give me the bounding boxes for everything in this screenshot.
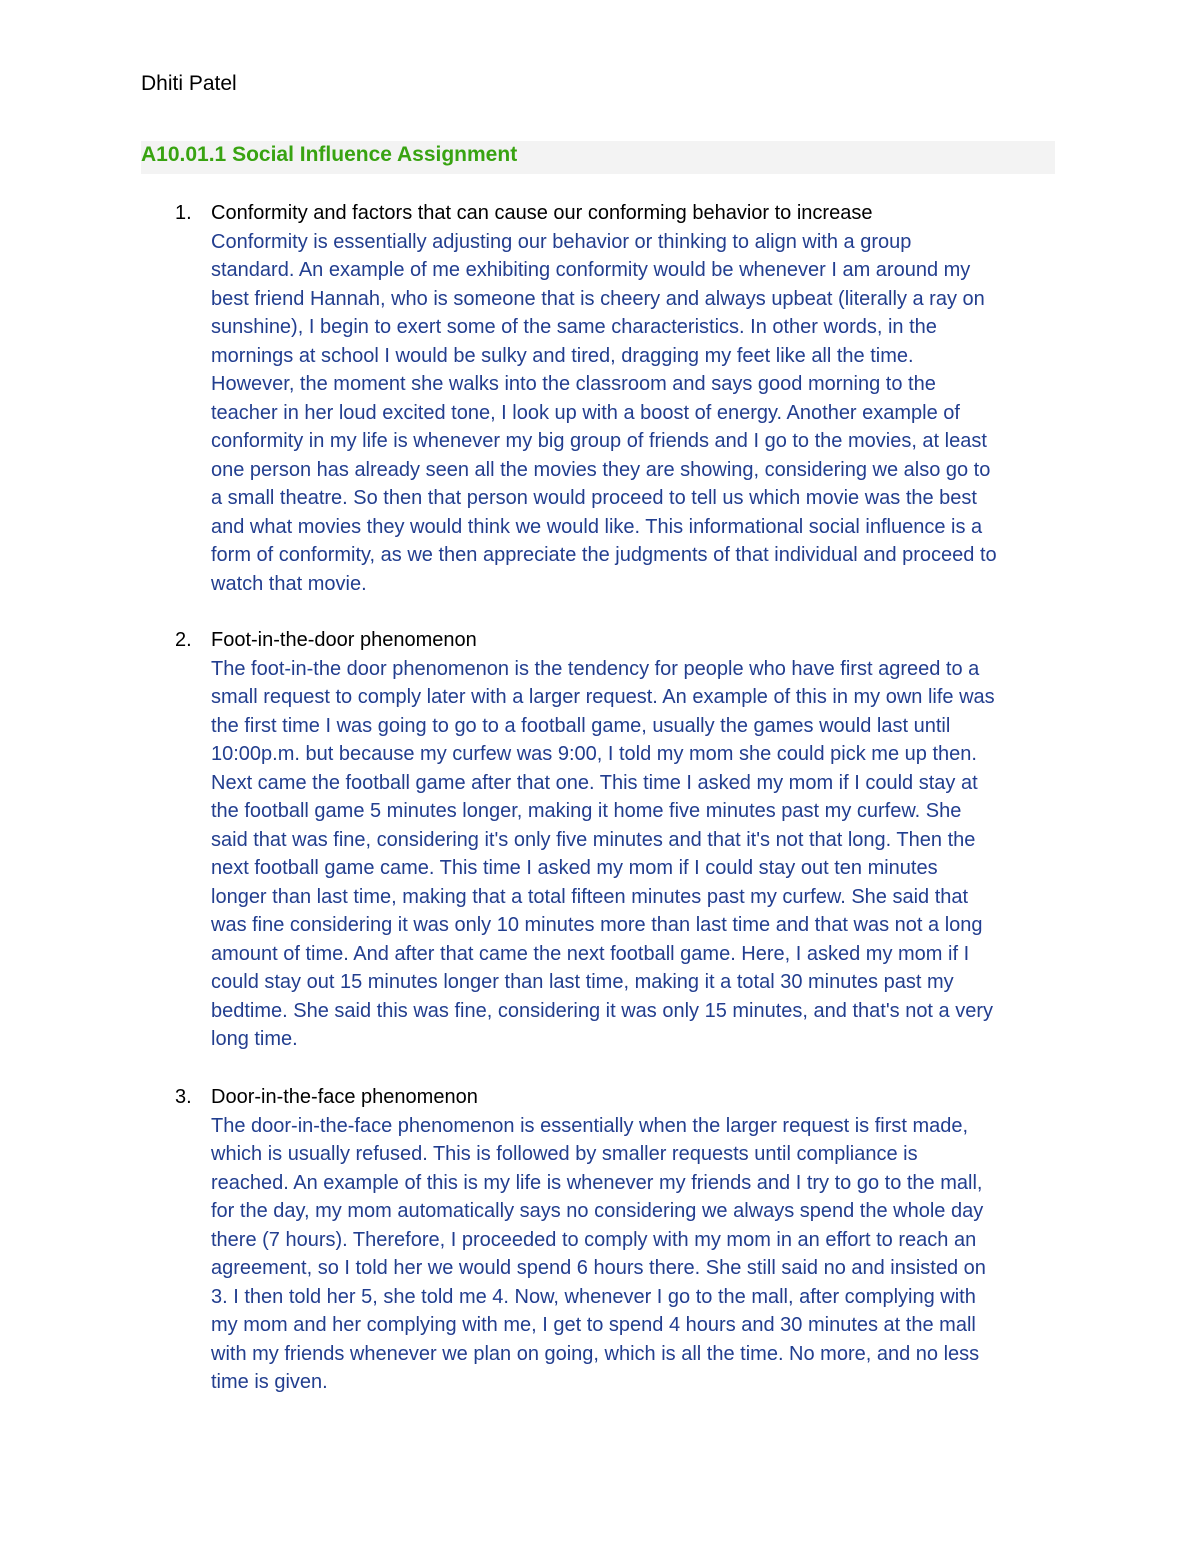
body-line: the football game 5 minutes longer, making it home five minutes past my curfew. She <box>211 800 962 822</box>
body-line: 3. I then told her 5, she told me 4. Now, whenever I go to the mall, after complying with <box>211 1285 976 1308</box>
list-item-number: 1. <box>175 202 192 224</box>
body-line: Conformity is essentially adjusting our behavior or thinking to align with a group <box>211 230 912 253</box>
body-line: small request to comply later with a larger request. An example of this in my own life was <box>211 686 995 708</box>
list-item-body <box>211 655 1071 1054</box>
title-bar <box>141 141 1055 174</box>
body-line: was fine considering it was only 10 minutes more than last time and that was not a long <box>211 914 983 936</box>
body-line: a small theatre. So then that person would proceed to tell us which movie was the best <box>211 487 977 509</box>
body-line: The foot-in-the door phenomenon is the tendency for people who have first agreed to a <box>211 657 980 680</box>
body-line: could stay out 15 minutes longer than last time, making it a total 30 minutes past my <box>211 971 954 993</box>
body-line: standard. An example of me exhibiting conformity would be whenever I am around my <box>211 259 971 281</box>
body-line: conformity in my life is whenever my big group of friends and I go to the movies, at least <box>211 430 987 452</box>
body-line: with my friends whenever we plan on going, which is all the time. No more, and no less <box>211 1342 980 1365</box>
body-line: said that was fine, considering it's only five minutes and that it's not that long. Then the <box>211 828 976 851</box>
list-item-heading: Door-in-the-face phenomenon <box>211 1086 478 1108</box>
body-line: which is usually refused. This is followed by smaller requests until compliance is <box>211 1143 918 1165</box>
body-line: long time. <box>211 1028 298 1050</box>
body-line: However, the moment she walks into the classroom and says good morning to the <box>211 373 936 395</box>
body-line: 10:00p.m. but because my curfew was 9:00, I told my mom she could pick me up then. <box>211 743 977 765</box>
assignment-title: A10.01.1 Social Influence Assignment <box>141 143 518 166</box>
body-line: agreement, so I told her we would spend 6 hours there. She still said no and insisted on <box>211 1257 986 1279</box>
list-item <box>141 199 1071 599</box>
body-line: form of conformity, as we then appreciate the judgments of that individual and proceed to <box>211 544 997 566</box>
body-line: the first time I was going to go to a football game, usually the games would last until <box>211 714 951 737</box>
body-line: and what movies they would think we would like. This informational social influence is a <box>211 515 983 538</box>
list-item-number: 3. <box>175 1086 192 1108</box>
list-item-body <box>211 228 1071 599</box>
list-item <box>141 1083 1071 1403</box>
body-line: for the day, my mom automatically says no considering we always spend the whole day <box>211 1200 984 1222</box>
body-line: best friend Hannah, who is someone that is cheery and always upbeat (literally a ray on <box>211 287 985 310</box>
body-line: time is given. <box>211 1371 328 1393</box>
body-line: next football game came. This time I asked my mom if I could stay out ten minutes <box>211 857 938 879</box>
list-item-number: 2. <box>175 629 192 651</box>
body-line: amount of time. And after that came the next football game. Here, I asked my mom if I <box>211 942 970 965</box>
list-item-body <box>211 1112 1071 1397</box>
body-line: watch that movie. <box>211 572 367 595</box>
body-line: bedtime. She said this was fine, considering it was only 15 minutes, and that's not a very <box>211 999 994 1022</box>
list-item <box>141 626 1071 1056</box>
body-line: The door-in-the-face phenomenon is essentially when the larger request is first made, <box>211 1114 969 1137</box>
body-line: reached. An example of this is my life is whenever my friends and I try to go to the mall, <box>211 1171 983 1194</box>
list-item-heading: Conformity and factors that can cause our conforming behavior to increase <box>211 202 873 224</box>
author-name: Dhiti Patel <box>141 72 237 95</box>
body-line: mornings at school I would be sulky and tired, dragging my feet like all the time. <box>211 344 914 367</box>
body-line: one person has already seen all the movies they are showing, considering we also go to <box>211 458 991 481</box>
body-line: sunshine), I begin to exert some of the same characteristics. In other words, in the <box>211 316 937 338</box>
body-line: longer than last time, making that a total fifteen minutes past my curfew. She said that <box>211 885 969 908</box>
body-line: my mom and her complying with me, I get to spend 4 hours and 30 minutes at the mall <box>211 1314 976 1336</box>
body-line: Next came the football game after that one. This time I asked my mom if I could stay at <box>211 771 978 794</box>
body-line: there (7 hours). Therefore, I proceeded to comply with my mom in an effort to reach an <box>211 1228 977 1251</box>
body-line: teacher in her loud excited tone, I look up with a boost of energy. Another example of <box>211 401 960 424</box>
list-item-heading: Foot-in-the-door phenomenon <box>211 629 477 651</box>
